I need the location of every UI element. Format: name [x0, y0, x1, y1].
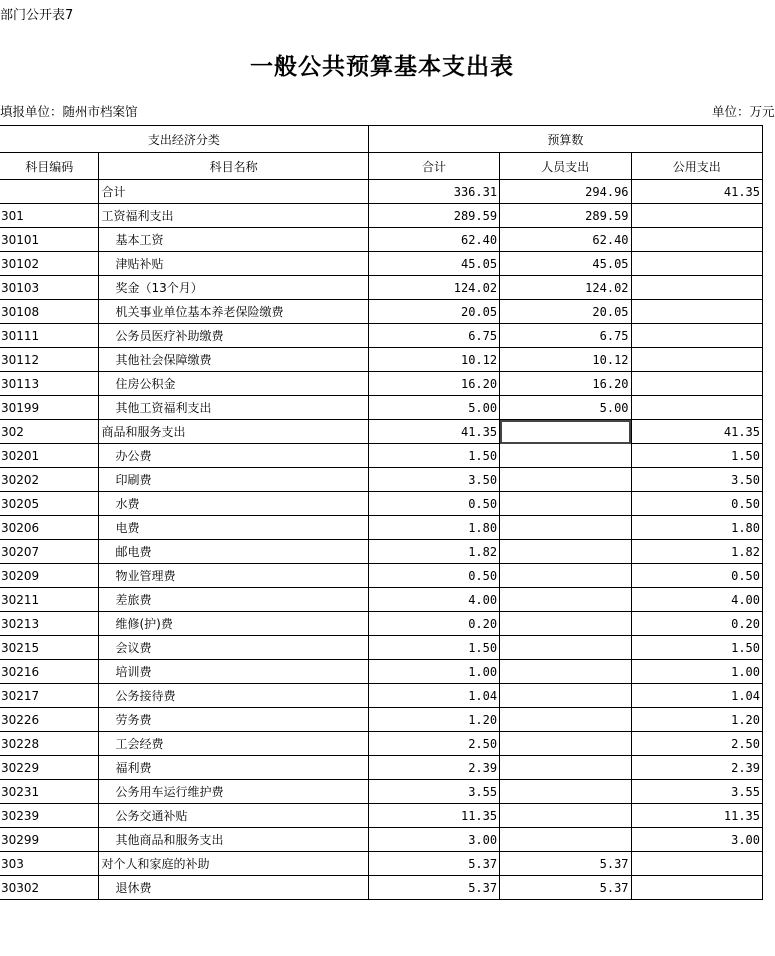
- row-personnel-cell[interactable]: 294.96: [500, 180, 631, 204]
- row-code-cell[interactable]: 30201: [0, 444, 99, 468]
- row-personnel-cell[interactable]: 5.37: [500, 852, 631, 876]
- table-row: [0, 564, 763, 588]
- row-total-cell[interactable]: 2.50: [368, 732, 499, 756]
- row-personnel-cell[interactable]: 5.37: [500, 876, 631, 900]
- row-name-cell[interactable]: 住房公积金: [99, 372, 368, 396]
- row-name-cell[interactable]: 差旅费: [99, 588, 368, 612]
- row-public-cell[interactable]: [631, 204, 762, 228]
- row-personnel-cell[interactable]: [500, 588, 631, 612]
- row-public-cell[interactable]: 2.39: [631, 756, 762, 780]
- row-public-cell[interactable]: 3.50: [631, 468, 762, 492]
- row-public-cell[interactable]: 1.80: [631, 516, 762, 540]
- table-row: [0, 444, 763, 468]
- row-total-cell[interactable]: 11.35: [368, 804, 499, 828]
- table-row: [0, 468, 763, 492]
- currency-unit-label: 单位：万元: [712, 104, 775, 119]
- row-name-cell[interactable]: 合计: [99, 180, 368, 204]
- row-name-cell[interactable]: 退休费: [99, 876, 368, 900]
- row-total-cell[interactable]: 1.20: [368, 708, 499, 732]
- table-row: [0, 804, 763, 828]
- row-public-cell[interactable]: [631, 228, 762, 252]
- table-row: [0, 300, 763, 324]
- row-code-cell[interactable]: 30216: [0, 660, 99, 684]
- row-personnel-cell[interactable]: 10.12: [500, 348, 631, 372]
- row-public-cell[interactable]: [631, 372, 762, 396]
- row-total-cell[interactable]: 16.20: [368, 372, 499, 396]
- row-code-cell[interactable]: 30213: [0, 612, 99, 636]
- row-code-cell[interactable]: 30101: [0, 228, 99, 252]
- row-public-cell[interactable]: [631, 324, 762, 348]
- row-total-cell[interactable]: 0.50: [368, 564, 499, 588]
- row-public-cell[interactable]: [631, 348, 762, 372]
- row-total-cell[interactable]: 20.05: [368, 300, 499, 324]
- row-public-cell[interactable]: 41.35: [631, 420, 762, 444]
- row-name-cell[interactable]: 印刷费: [99, 468, 368, 492]
- row-public-cell[interactable]: 1.82: [631, 540, 762, 564]
- row-personnel-cell[interactable]: [500, 780, 631, 804]
- row-public-cell[interactable]: 1.04: [631, 684, 762, 708]
- row-name-cell[interactable]: 培训费: [99, 660, 368, 684]
- row-personnel-cell[interactable]: 124.02: [500, 276, 631, 300]
- row-name-cell[interactable]: 公务用车运行维护费: [99, 780, 368, 804]
- table-row: [0, 852, 763, 876]
- row-total-cell[interactable]: 289.59: [368, 204, 499, 228]
- header-budget-amount: 预算数: [368, 126, 762, 153]
- row-public-cell[interactable]: [631, 852, 762, 876]
- row-code-cell[interactable]: 30226: [0, 708, 99, 732]
- row-name-cell[interactable]: 津贴补贴: [99, 252, 368, 276]
- row-public-cell[interactable]: 3.00: [631, 828, 762, 852]
- row-name-cell[interactable]: 工资福利支出: [99, 204, 368, 228]
- table-row: [0, 708, 763, 732]
- table-row: [0, 780, 763, 804]
- row-total-cell[interactable]: 5.00: [368, 396, 499, 420]
- row-total-cell[interactable]: 1.82: [368, 540, 499, 564]
- row-total-cell[interactable]: 1.80: [368, 516, 499, 540]
- filling-unit-label: 填报单位：随州市档案馆: [0, 104, 138, 119]
- row-public-cell[interactable]: 1.50: [631, 444, 762, 468]
- row-name-cell[interactable]: 其他社会保障缴费: [99, 348, 368, 372]
- row-personnel-cell[interactable]: 6.75: [500, 324, 631, 348]
- row-name-cell[interactable]: 公务接待费: [99, 684, 368, 708]
- row-total-cell[interactable]: 3.50: [368, 468, 499, 492]
- page-title: 一般公共预算基本支出表: [250, 53, 514, 80]
- row-public-cell[interactable]: [631, 276, 762, 300]
- table-row: [0, 420, 763, 444]
- row-public-cell[interactable]: 0.50: [631, 492, 762, 516]
- table-row: [0, 348, 763, 372]
- table-row: [0, 516, 763, 540]
- budget-table: [0, 125, 763, 900]
- row-code-cell[interactable]: 30231: [0, 780, 99, 804]
- row-personnel-cell[interactable]: [500, 804, 631, 828]
- row-personnel-cell[interactable]: [500, 612, 631, 636]
- table-row: [0, 756, 763, 780]
- row-code-cell[interactable]: 30302: [0, 876, 99, 900]
- table-row: [0, 684, 763, 708]
- form-number-label: 部门公开表7: [0, 8, 74, 23]
- row-code-cell[interactable]: 30215: [0, 636, 99, 660]
- row-name-cell[interactable]: 其他商品和服务支出: [99, 828, 368, 852]
- row-total-cell[interactable]: 1.50: [368, 636, 499, 660]
- table-row: [0, 828, 763, 852]
- row-code-cell[interactable]: 30209: [0, 564, 99, 588]
- row-total-cell[interactable]: 4.00: [368, 588, 499, 612]
- row-code-cell[interactable]: 30202: [0, 468, 99, 492]
- row-name-cell[interactable]: 对个人和家庭的补助: [99, 852, 368, 876]
- row-name-cell[interactable]: 公务交通补贴: [99, 804, 368, 828]
- header-total: 合计: [368, 153, 499, 180]
- row-public-cell[interactable]: 1.20: [631, 708, 762, 732]
- row-total-cell[interactable]: 62.40: [368, 228, 499, 252]
- row-personnel-cell[interactable]: [500, 564, 631, 588]
- table-row: [0, 372, 763, 396]
- table-row: [0, 636, 763, 660]
- table-row: [0, 492, 763, 516]
- row-public-cell[interactable]: [631, 300, 762, 324]
- row-total-cell[interactable]: 3.55: [368, 780, 499, 804]
- table-row: [0, 204, 763, 228]
- row-code-cell[interactable]: 30108: [0, 300, 99, 324]
- row-code-cell[interactable]: 30239: [0, 804, 99, 828]
- row-name-cell[interactable]: 其他工资福利支出: [99, 396, 368, 420]
- row-name-cell[interactable]: 福利费: [99, 756, 368, 780]
- row-public-cell[interactable]: 3.55: [631, 780, 762, 804]
- header-name: 科目名称: [99, 153, 368, 180]
- row-public-cell[interactable]: [631, 876, 762, 900]
- row-public-cell[interactable]: 1.50: [631, 636, 762, 660]
- header-code: 科目编码: [0, 153, 99, 180]
- row-total-cell[interactable]: 6.75: [368, 324, 499, 348]
- row-name-cell[interactable]: 工会经费: [99, 732, 368, 756]
- row-personnel-cell[interactable]: 62.40: [500, 228, 631, 252]
- row-code-cell[interactable]: 30199: [0, 396, 99, 420]
- row-code-cell[interactable]: [0, 180, 99, 204]
- row-name-cell[interactable]: 物业管理费: [99, 564, 368, 588]
- row-name-cell[interactable]: 邮电费: [99, 540, 368, 564]
- row-public-cell[interactable]: [631, 252, 762, 276]
- row-personnel-cell[interactable]: [500, 636, 631, 660]
- row-name-cell[interactable]: 水费: [99, 492, 368, 516]
- row-personnel-cell[interactable]: [500, 468, 631, 492]
- row-personnel-cell[interactable]: [500, 828, 631, 852]
- row-name-cell[interactable]: 会议费: [99, 636, 368, 660]
- row-name-cell[interactable]: 奖金（13个月）: [99, 276, 368, 300]
- row-code-cell[interactable]: 30102: [0, 252, 99, 276]
- row-public-cell[interactable]: [631, 396, 762, 420]
- table-row: [0, 612, 763, 636]
- row-personnel-cell[interactable]: [500, 708, 631, 732]
- table-row: [0, 252, 763, 276]
- row-code-cell[interactable]: 30207: [0, 540, 99, 564]
- row-code-cell[interactable]: 30229: [0, 756, 99, 780]
- row-personnel-cell[interactable]: [500, 492, 631, 516]
- row-name-cell[interactable]: 商品和服务支出: [99, 420, 368, 444]
- row-total-cell[interactable]: 3.00: [368, 828, 499, 852]
- row-total-cell[interactable]: 0.20: [368, 612, 499, 636]
- row-personnel-cell[interactable]: [500, 732, 631, 756]
- row-code-cell[interactable]: 30217: [0, 684, 99, 708]
- row-personnel-cell[interactable]: 45.05: [500, 252, 631, 276]
- row-total-cell[interactable]: 124.02: [368, 276, 499, 300]
- table-row: [0, 876, 763, 900]
- row-code-cell[interactable]: 30206: [0, 516, 99, 540]
- row-code-cell[interactable]: 30112: [0, 348, 99, 372]
- row-total-cell[interactable]: 5.37: [368, 876, 499, 900]
- table-row: [0, 228, 763, 252]
- row-total-cell[interactable]: 41.35: [368, 420, 499, 444]
- row-personnel-cell[interactable]: [500, 660, 631, 684]
- table-row: [0, 540, 763, 564]
- row-personnel-cell[interactable]: [500, 516, 631, 540]
- row-total-cell[interactable]: 0.50: [368, 492, 499, 516]
- row-code-cell[interactable]: 303: [0, 852, 99, 876]
- row-public-cell[interactable]: 41.35: [631, 180, 762, 204]
- row-personnel-cell[interactable]: [500, 444, 631, 468]
- header-public: 公用支出: [631, 153, 762, 180]
- row-code-cell[interactable]: 30103: [0, 276, 99, 300]
- row-total-cell[interactable]: 5.37: [368, 852, 499, 876]
- header-econ-classification: 支出经济分类: [0, 126, 368, 153]
- row-code-cell[interactable]: 30228: [0, 732, 99, 756]
- table-row: [0, 276, 763, 300]
- row-total-cell[interactable]: 45.05: [368, 252, 499, 276]
- table-row: [0, 324, 763, 348]
- row-personnel-cell[interactable]: [500, 756, 631, 780]
- row-total-cell[interactable]: 1.04: [368, 684, 499, 708]
- table-row: [0, 180, 763, 204]
- row-name-cell[interactable]: 机关事业单位基本养老保险缴费: [99, 300, 368, 324]
- row-code-cell[interactable]: 30299: [0, 828, 99, 852]
- row-public-cell[interactable]: 0.20: [631, 612, 762, 636]
- row-name-cell[interactable]: 办公费: [99, 444, 368, 468]
- row-total-cell[interactable]: 1.00: [368, 660, 499, 684]
- row-total-cell[interactable]: 336.31: [368, 180, 499, 204]
- row-personnel-cell[interactable]: 289.59: [500, 204, 631, 228]
- row-name-cell[interactable]: 基本工资: [99, 228, 368, 252]
- row-public-cell[interactable]: 0.50: [631, 564, 762, 588]
- row-name-cell[interactable]: 公务员医疗补助缴费: [99, 324, 368, 348]
- row-name-cell[interactable]: 维修(护)费: [99, 612, 368, 636]
- row-total-cell[interactable]: 2.39: [368, 756, 499, 780]
- row-total-cell[interactable]: 10.12: [368, 348, 499, 372]
- row-public-cell[interactable]: 11.35: [631, 804, 762, 828]
- row-personnel-cell[interactable]: [500, 420, 631, 444]
- row-public-cell[interactable]: 1.00: [631, 660, 762, 684]
- table-row: [0, 396, 763, 420]
- row-total-cell[interactable]: 1.50: [368, 444, 499, 468]
- row-personnel-cell[interactable]: [500, 684, 631, 708]
- row-public-cell[interactable]: 2.50: [631, 732, 762, 756]
- row-public-cell[interactable]: 4.00: [631, 588, 762, 612]
- row-code-cell[interactable]: 302: [0, 420, 99, 444]
- table-row: [0, 588, 763, 612]
- row-name-cell[interactable]: 劳务费: [99, 708, 368, 732]
- table-row: [0, 660, 763, 684]
- row-code-cell[interactable]: 30205: [0, 492, 99, 516]
- row-code-cell[interactable]: 30111: [0, 324, 99, 348]
- row-code-cell[interactable]: 301: [0, 204, 99, 228]
- row-name-cell[interactable]: 电费: [99, 516, 368, 540]
- row-personnel-cell[interactable]: 16.20: [500, 372, 631, 396]
- row-personnel-cell[interactable]: 5.00: [500, 396, 631, 420]
- row-personnel-cell[interactable]: [500, 540, 631, 564]
- header-personnel: 人员支出: [500, 153, 631, 180]
- row-personnel-cell[interactable]: 20.05: [500, 300, 631, 324]
- row-code-cell[interactable]: 30211: [0, 588, 99, 612]
- table-row: [0, 732, 763, 756]
- row-code-cell[interactable]: 30113: [0, 372, 99, 396]
